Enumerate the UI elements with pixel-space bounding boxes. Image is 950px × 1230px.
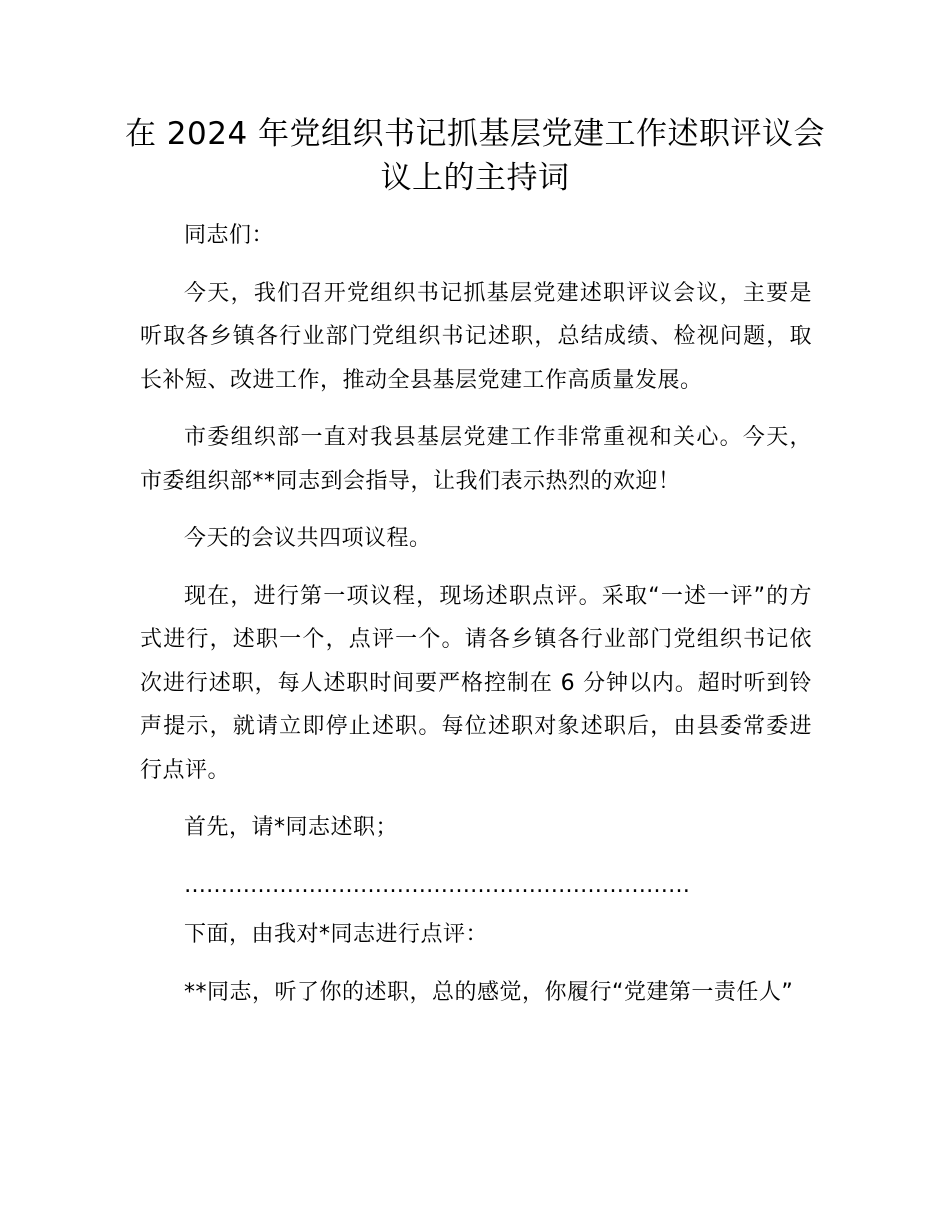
paragraph-greeting: 同志们： [184, 223, 275, 248]
paragraph-welcome: 市委组织部一直对我县基层党建工作非常重视和关心。今天，市委组织部**同志到会指导，让我们表示热烈的欢迎！ [140, 425, 812, 494]
ellipsis-separator: …………………………………………………………… [184, 872, 690, 898]
document-title: 在 2024 年党组织书记抓基层党建工作述职评议会议上的主持词 [124, 116, 826, 196]
paragraph-meeting-purpose: 今天，我们召开党组织书记抓基层党建述职评议会议，主要是听取各乡镇各行业部门党组织书记述职，总结成绩、检视问题，取长补短、改进工作，推动全县基层党建工作高质量发展。 [140, 280, 812, 393]
paragraph-first-speaker: 首先，请*同志述职； [184, 815, 399, 840]
paragraph-first-item: 现在，进行第一项议程，现场述职点评。采取“一述一评”的方式进行，述职一个，点评一个。请各乡镇各行业部门党组织书记依次进行述职，每人述职时间要严格控制在 6 分钟以内。超时听到铃声提示，就请立即停止述职。每位述职对象述职后，由县委常委进行点评。 [140, 583, 812, 783]
paragraph-review-start: **同志，听了你的述职，总的感觉，你履行“党建第一责任人” [184, 979, 794, 1005]
paragraph-agenda: 今天的会议共四项议程。 [184, 526, 432, 551]
document-body [140, 214, 812, 1028]
paragraph-review-intro: 下面，由我对*同志进行点评： [184, 922, 489, 947]
